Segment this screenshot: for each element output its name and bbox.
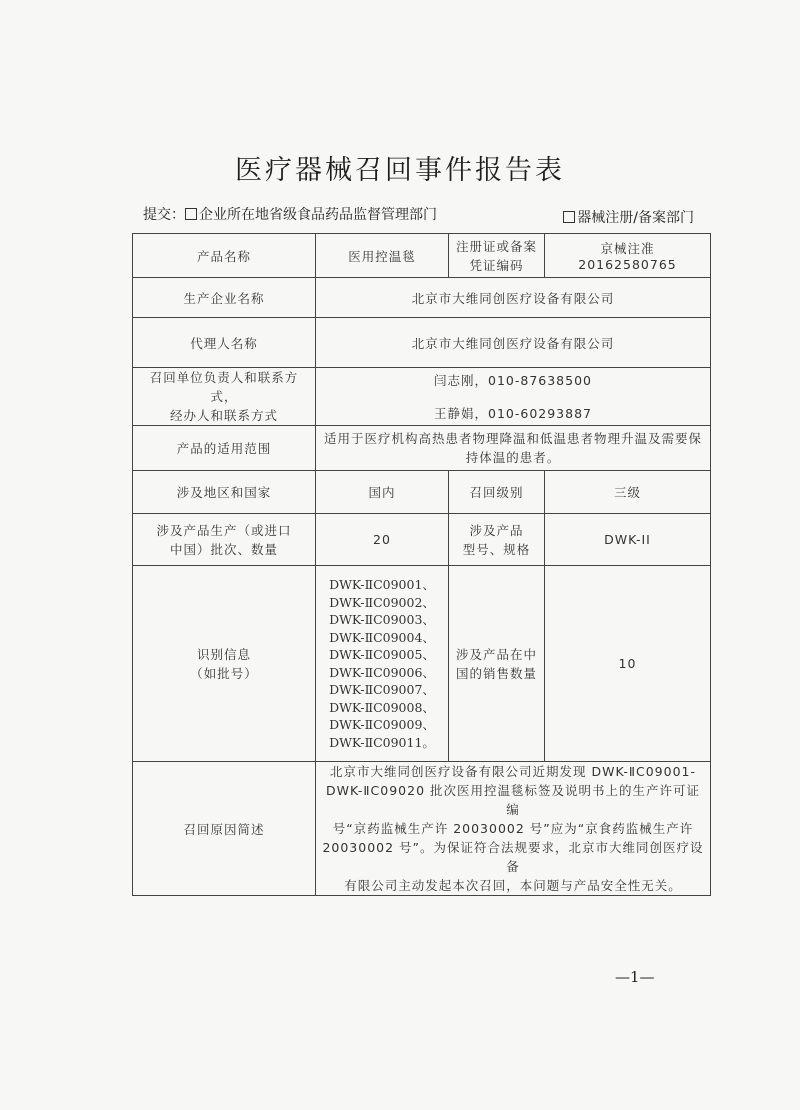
checkbox-provincial	[185, 208, 197, 220]
manufacturer-label: 生产企业名称	[133, 278, 316, 318]
sales-quantity-value: 10	[545, 566, 711, 762]
table-row	[133, 566, 711, 762]
product-name-label: 产品名称	[133, 234, 316, 278]
batch-number: DWK-ⅡC09007、	[329, 682, 435, 697]
report-table	[132, 233, 711, 896]
recall-reason-value: 北京市大维同创医疗设备有限公司近期发现 DWK-ⅡC09001- DWK-ⅡC09020 批次医用控温毯标签及说明书上的生产许可证编 号“京药监械生产许 20030002 号”应为“京食药监械生产许 20030002 号”。为保证符合法规要求，北京市大维同创医疗设备 有限公司主动发起本次召回，本问题与产品安全性无关。	[316, 762, 711, 896]
submit-option-registration	[563, 207, 694, 227]
registration-label: 注册证或备案 凭证编码	[449, 234, 545, 278]
batch-number: DWK-ⅡC09001、	[329, 577, 435, 592]
submit-prefix: 提交：	[143, 207, 185, 223]
table-row	[133, 426, 711, 471]
submit-option-provincial: 企业所在地省级食品药品监督管理部门	[199, 207, 437, 223]
agent-value: 北京市大维同创医疗设备有限公司	[316, 318, 711, 368]
table-row	[133, 318, 711, 368]
table-row	[133, 368, 711, 426]
page-number: —1—	[615, 968, 655, 986]
sales-quantity-label: 涉及产品在中 国的销售数量	[449, 566, 545, 762]
scope-value: 适用于医疗机构高热患者物理降温和低温患者物理升温及需要保 持体温的患者。	[316, 426, 711, 471]
recall-reason-label: 召回原因简述	[133, 762, 316, 896]
manufacturer-value: 北京市大维同创医疗设备有限公司	[316, 278, 711, 318]
table-row	[133, 234, 711, 278]
batch-number: DWK-ⅡC09005、	[329, 647, 435, 662]
recall-level-label: 召回级别	[449, 471, 545, 514]
batch-value: 20	[316, 514, 449, 566]
table-row	[133, 278, 711, 318]
agent-label: 代理人名称	[133, 318, 316, 368]
batch-number: DWK-ⅡC09011。	[329, 734, 435, 750]
recall-level-value: 三级	[545, 471, 711, 514]
table-row	[133, 762, 711, 896]
contact-value: 闫志刚，010-87638500 王静娟，010-60293887	[316, 368, 711, 426]
region-value: 国内	[316, 471, 449, 514]
region-label: 涉及地区和国家	[133, 471, 316, 514]
checkbox-registration	[563, 211, 575, 223]
batch-number: DWK-ⅡC09008、	[329, 699, 435, 715]
submit-option-registration-label: 器械注册/备案部门	[577, 210, 694, 226]
model-value: DWK-II	[545, 514, 711, 566]
product-name-value: 医用控温毯	[316, 234, 449, 278]
batch-label: 涉及产品生产（或进口 中国）批次、数量	[133, 514, 316, 566]
identification-values	[316, 566, 449, 762]
identification-label: 识别信息 （如批号）	[133, 566, 316, 762]
batch-number: DWK-ⅡC09009、	[329, 717, 435, 732]
model-label: 涉及产品 型号、规格	[449, 514, 545, 566]
table-row	[133, 514, 711, 566]
batch-number: DWK-ⅡC09006、	[329, 664, 435, 680]
batch-number: DWK-ⅡC09002、	[329, 594, 435, 610]
table-row	[133, 471, 711, 514]
submit-line	[143, 204, 437, 224]
page-title: 医疗器械召回事件报告表	[235, 155, 565, 186]
batch-number: DWK-ⅡC09003、	[329, 612, 435, 627]
contact-label: 召回单位负责人和联系方式， 经办人和联系方式	[133, 368, 316, 426]
registration-value: 京械注准 20162580765	[545, 234, 711, 278]
batch-number: DWK-ⅡC09004、	[329, 629, 435, 645]
scope-label: 产品的适用范围	[133, 426, 316, 471]
